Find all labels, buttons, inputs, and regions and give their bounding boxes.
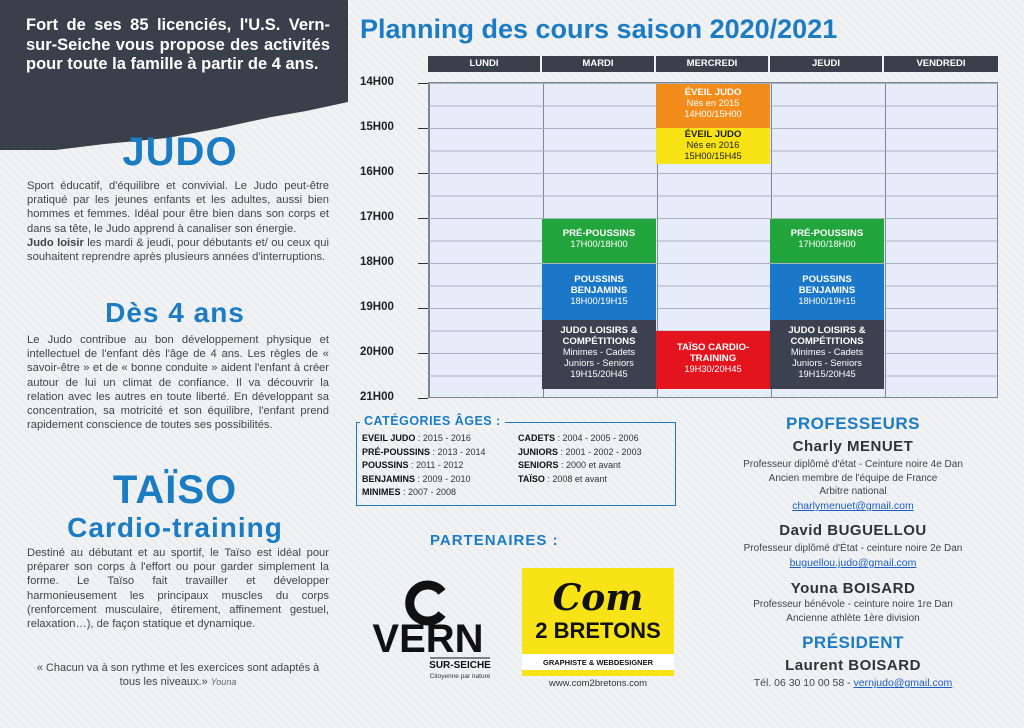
des-4-ans-text: Le Judo contribue au bon développement physique et intellectuel de l'enfant dès l'âge de 4 ans. Les règles de « savoir-être » et de « bonne conduite » aident l'enfant à créer autour de lui un climat de confiance. Il va découvrir la relation avec les autres en toute liberté. En développant sa concentration, sa motricité et son équilibre, l'enfant prend rapidement conscience de toutes ses possibilités. xyxy=(27,334,329,432)
course-pre-poussins-mardi xyxy=(542,219,656,263)
prof-detail: Professeur diplômé d'état - Ceinture noire 4e Dan xyxy=(743,459,963,470)
category-row xyxy=(362,473,486,487)
category-years: : 2000 et avant xyxy=(558,460,621,470)
category-row xyxy=(362,432,486,446)
prof-detail: Ancien membre de l'équipe de France xyxy=(768,472,938,484)
category-years: : 2004 - 2005 - 2006 xyxy=(555,433,639,443)
com2bretons-url[interactable]: www.com2bretons.com xyxy=(548,678,648,689)
judo-text xyxy=(27,179,329,264)
vern-logo-graphic xyxy=(360,562,500,682)
category-row xyxy=(518,446,642,460)
categories-left xyxy=(362,432,486,500)
course-detail: Juniors - Seniors xyxy=(564,358,634,368)
course-detail: Minimes - Cadets xyxy=(790,347,864,357)
category-years: : 2001 - 2002 - 2003 xyxy=(558,446,642,457)
vern-sur-seiche-logo xyxy=(360,562,500,682)
category-years: : 2008 et avant xyxy=(544,473,607,484)
course-pre-poussins-jeudi xyxy=(770,219,884,263)
planning-title: Planning des cours saison 2020/2021 xyxy=(360,14,838,44)
category-name: PRÉ-POUSSINS xyxy=(362,446,431,457)
course-name: JUDO LOISIRS & COMPÉTITIONS xyxy=(560,325,638,347)
course-time: 15H00/15H45 xyxy=(684,151,742,161)
com-logo-tagline: GRAPHISTE & WEBDESIGNER xyxy=(542,658,654,667)
day-header-jeudi: JEUDI xyxy=(770,56,882,72)
quote-text: « Chacun va à son rythme et les exercices sont adaptés à tous les niveaux.» xyxy=(36,662,320,688)
course-name: JUDO LOISIRS & COMPÉTITIONS xyxy=(788,325,866,347)
hour-label: 18H00 xyxy=(360,256,394,268)
course-eveil-judo-2015 xyxy=(656,84,770,128)
category-name: EVEIL JUDO xyxy=(362,433,416,443)
category-years: : 2009 - 2010 xyxy=(415,473,471,484)
des-4-ans-title: Dès 4 ans xyxy=(105,297,245,328)
hour-tick xyxy=(418,173,428,174)
judo-loisir-label: Judo loisir xyxy=(27,236,84,249)
hour-label: 17H00 xyxy=(360,211,394,223)
hour-tick xyxy=(418,263,428,264)
category-name: MINIMES xyxy=(362,487,401,497)
hour-label: 14H00 xyxy=(360,76,394,88)
course-time: 17H00/18H00 xyxy=(798,239,856,249)
category-name: BENJAMINS xyxy=(362,473,416,484)
category-years: : 2007 - 2008 xyxy=(400,487,457,497)
hour-label: 20H00 xyxy=(360,346,394,358)
course-detail: Nés en 2015 xyxy=(686,98,740,108)
prof-email[interactable]: buguellou.judo@gmail.com xyxy=(789,557,917,569)
hour-tick xyxy=(418,83,428,84)
course-name: ÉVEIL JUDO xyxy=(684,87,742,98)
course-eveil-judo-2016 xyxy=(656,128,770,164)
com2bretons-logo-graphic xyxy=(522,568,674,676)
president-email[interactable]: vernjudo@gmail.com xyxy=(853,677,953,689)
president-phone: Tél. 06 30 10 00 58 - xyxy=(753,677,854,689)
category-row xyxy=(362,486,486,500)
course-name: TAÏSO CARDIO-TRAINING xyxy=(676,342,750,364)
prof-email[interactable]: charlymenuet@gmail.com xyxy=(792,500,914,512)
hour-tick xyxy=(418,308,428,309)
quote-author: Youna xyxy=(210,677,237,687)
course-name: POUSSINS BENJAMINS xyxy=(570,274,628,296)
course-poussins-benjamins-jeudi xyxy=(770,264,884,320)
course-time: 19H15/20H45 xyxy=(798,369,856,379)
categories-right xyxy=(518,432,642,486)
category-name: SENIORS xyxy=(518,460,559,470)
hour-tick xyxy=(418,218,428,219)
category-name: CADETS xyxy=(518,433,556,443)
prof-name: Youna BOISARD xyxy=(790,580,916,597)
categories-title: CATÉGORIES ÂGES : xyxy=(360,414,505,428)
day-header-mercredi: MERCREDI xyxy=(656,56,768,72)
hour-tick xyxy=(418,353,428,354)
course-name: PRÉ-POUSSINS xyxy=(790,228,864,239)
category-years: : 2013 - 2014 xyxy=(430,446,486,457)
category-name: TAÏSO xyxy=(518,473,545,484)
course-time: 14H00/15H00 xyxy=(684,109,742,119)
category-row xyxy=(518,473,642,487)
com-logo-word: Com xyxy=(552,577,644,619)
day-header-vendredi: VENDREDI xyxy=(884,56,998,72)
course-name: ÉVEIL JUDO xyxy=(684,129,742,140)
cardio-training-title: Cardio-training xyxy=(67,512,283,543)
prof-details xyxy=(716,598,990,625)
hour-label: 15H00 xyxy=(360,121,394,133)
category-name: JUNIORS xyxy=(518,446,559,457)
category-row xyxy=(362,446,486,460)
vern-logo-word: VERN xyxy=(372,617,484,661)
course-name: PRÉ-POUSSINS xyxy=(562,228,636,239)
course-name: POUSSINS BENJAMINS xyxy=(798,274,856,296)
course-detail: Minimes - Cadets xyxy=(562,347,636,357)
quote xyxy=(27,661,329,689)
hour-tick xyxy=(418,398,428,399)
prof-detail: Ancienne athlète 1ère division xyxy=(786,612,920,624)
course-judo-loisirs-mardi xyxy=(542,320,656,389)
category-name: POUSSINS xyxy=(362,460,409,470)
hour-label: 16H00 xyxy=(360,166,394,178)
course-taiso-cardio xyxy=(656,331,770,389)
course-judo-loisirs-jeudi xyxy=(770,320,884,389)
hour-label: 21H00 xyxy=(360,391,394,403)
taiso-text: Destiné au débutant et au sportif, le Taïso est idéal pour préparer son corps à l'effort ou pour garder simplement la forme. Le Taïso fait travailler et développer harmonieusement les principaux muscles du corps (renforcement musculaire, étirement, affinement gestuel, relaxation…), de façon statique et dynamique. xyxy=(27,547,329,631)
day-header-mardi: MARDI xyxy=(542,56,654,72)
vern-logo-tag: Citoyenne par nature xyxy=(429,673,491,680)
judo-text-main: Sport éducatif, d'équilibre et convivial. Le Judo peut-être pratiqué par les jeunes enfants et les adultes, aussi bien hommes et femmes. Idéal pour être bien dans son corps et dans sa tête, le Judo apprend à canaliser son énergie. xyxy=(27,180,329,235)
course-detail: Nés en 2016 xyxy=(686,140,740,150)
president-name: Laurent BOISARD xyxy=(785,657,921,674)
course-time: 19H30/20H45 xyxy=(684,364,742,374)
intro-text: Fort de ses 85 licenciés, l'U.S. Vern-sur-Seiche vous propose des activités pour toute la famille à partir de 4 ans. xyxy=(26,16,330,73)
president-contact xyxy=(716,677,990,691)
category-row xyxy=(362,459,486,473)
taiso-title: TAÏSO xyxy=(112,468,238,512)
course-time: 17H00/18H00 xyxy=(570,239,628,249)
hour-label: 19H00 xyxy=(360,301,394,313)
course-detail: Juniors - Seniors xyxy=(792,358,862,368)
partners-title: PARTENAIRES : xyxy=(430,532,559,549)
com2bretons-logo xyxy=(522,568,674,676)
course-time: 18H00/19H15 xyxy=(570,296,628,306)
prof-detail: Arbitre national xyxy=(819,486,887,497)
prof-detail: Professeur diplômé d'État - ceinture noire 2e Dan xyxy=(743,543,963,554)
category-years: : 2011 - 2012 xyxy=(408,460,464,470)
category-row xyxy=(518,459,642,473)
com-logo-bretons: 2 BRETONS xyxy=(535,618,661,643)
day-header-lundi: LUNDI xyxy=(428,56,540,72)
president-title: PRÉSIDENT xyxy=(802,633,904,652)
course-time: 19H15/20H45 xyxy=(570,369,628,379)
prof-detail: Professeur bénévole - ceinture noire 1re Dan xyxy=(753,599,953,610)
professeurs-title: PROFESSEURS xyxy=(786,414,920,433)
course-poussins-benjamins-mardi xyxy=(542,264,656,320)
category-years: : 2015 - 2016 xyxy=(415,433,471,443)
judo-loisir-text: les mardi & jeudi, pour débutants et/ ou ceux qui souhaitent reprendre après plusieurs années d'interruptions. xyxy=(27,236,329,264)
prof-name: David BUGUELLOU xyxy=(779,522,927,539)
prof-details xyxy=(716,458,990,499)
prof-name: Charly MENUET xyxy=(792,438,914,455)
category-row xyxy=(518,432,642,446)
vern-logo-sub: SUR-SEICHE xyxy=(429,660,491,671)
hour-tick xyxy=(418,128,428,129)
course-time: 18H00/19H15 xyxy=(798,296,856,306)
judo-title: JUDO xyxy=(122,130,238,174)
